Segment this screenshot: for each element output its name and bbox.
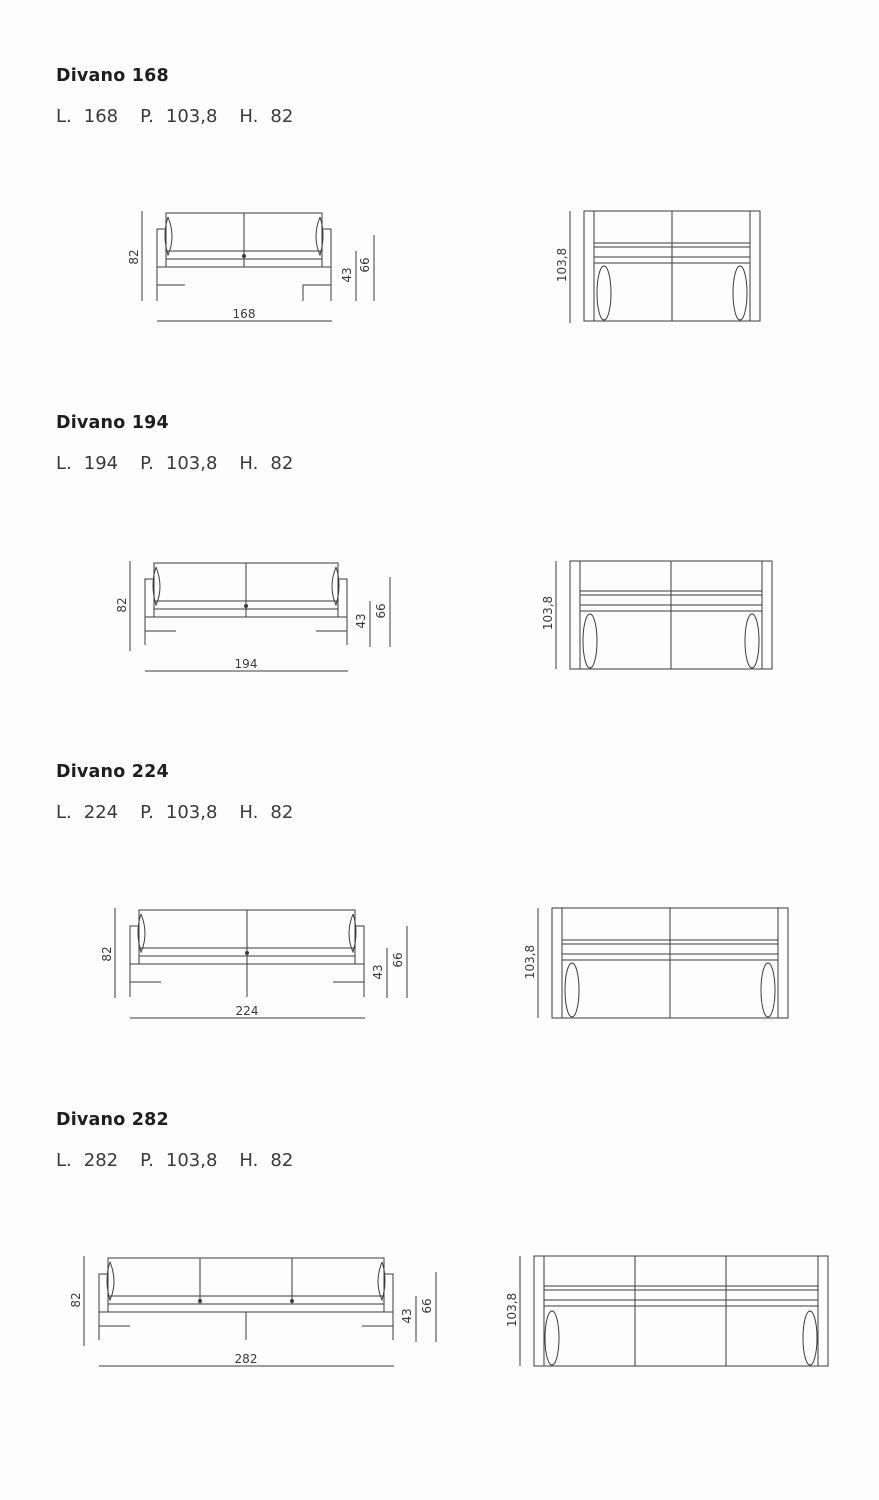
front-view-282: [62, 1250, 452, 1375]
height-value: 82: [270, 1150, 294, 1171]
dim-width: 168: [232, 307, 256, 321]
dim-arm-height: 66: [358, 257, 372, 273]
dim-height: 82: [127, 249, 141, 265]
length-label: L.: [56, 802, 72, 823]
depth-value: 103,8: [165, 802, 218, 823]
sofa-dimensions: [56, 802, 293, 823]
length-value: 224: [83, 802, 119, 823]
length-value: 194: [83, 453, 119, 474]
top-view-282: [500, 1250, 840, 1375]
dim-arm-height: 66: [420, 1298, 434, 1314]
depth-label: P.: [140, 106, 154, 127]
dim-height: 82: [115, 597, 129, 613]
depth-value: 103,8: [165, 106, 218, 127]
depth-label: P.: [140, 453, 154, 474]
sofa-title: Divano 194: [56, 413, 169, 433]
dim-seat-height: 43: [354, 613, 368, 629]
top-view-224: [518, 902, 798, 1027]
sofa-title: Divano 168: [56, 66, 169, 86]
sofa-dimensions: [56, 106, 293, 127]
dim-depth: 103,8: [523, 944, 537, 980]
dim-width: 194: [234, 657, 258, 671]
height-label: H.: [239, 802, 259, 823]
height-value: 82: [270, 453, 294, 474]
depth-label: P.: [140, 802, 154, 823]
dim-width: 224: [235, 1004, 259, 1018]
dim-depth: 103,8: [555, 247, 569, 283]
top-view-168: [550, 205, 770, 330]
height-value: 82: [270, 802, 294, 823]
sofa-title: Divano 224: [56, 762, 169, 782]
length-value: 168: [83, 106, 119, 127]
sofa-dimensions: [56, 453, 293, 474]
dim-depth: 103,8: [505, 1292, 519, 1328]
dim-seat-height: 43: [400, 1308, 414, 1324]
height-label: H.: [239, 106, 259, 127]
length-value: 282: [83, 1150, 119, 1171]
sofa-title: Divano 282: [56, 1110, 169, 1130]
front-view-168: [120, 205, 390, 330]
dim-seat-height: 43: [371, 964, 385, 980]
dim-depth: 103,8: [541, 595, 555, 631]
dim-height: 82: [100, 946, 114, 962]
dim-seat-height: 43: [340, 267, 354, 283]
sofa-dimensions: [56, 1150, 293, 1171]
top-view-194: [536, 555, 786, 680]
dim-arm-height: 66: [391, 952, 405, 968]
depth-value: 103,8: [165, 453, 218, 474]
dim-width: 282: [234, 1352, 258, 1366]
height-value: 82: [270, 106, 294, 127]
front-view-194: [108, 555, 408, 680]
depth-label: P.: [140, 1150, 154, 1171]
dim-height: 82: [69, 1292, 83, 1308]
front-view-224: [93, 902, 423, 1027]
length-label: L.: [56, 106, 72, 127]
length-label: L.: [56, 1150, 72, 1171]
height-label: H.: [239, 1150, 259, 1171]
length-label: L.: [56, 453, 72, 474]
depth-value: 103,8: [165, 1150, 218, 1171]
dim-arm-height: 66: [374, 603, 388, 619]
height-label: H.: [239, 453, 259, 474]
